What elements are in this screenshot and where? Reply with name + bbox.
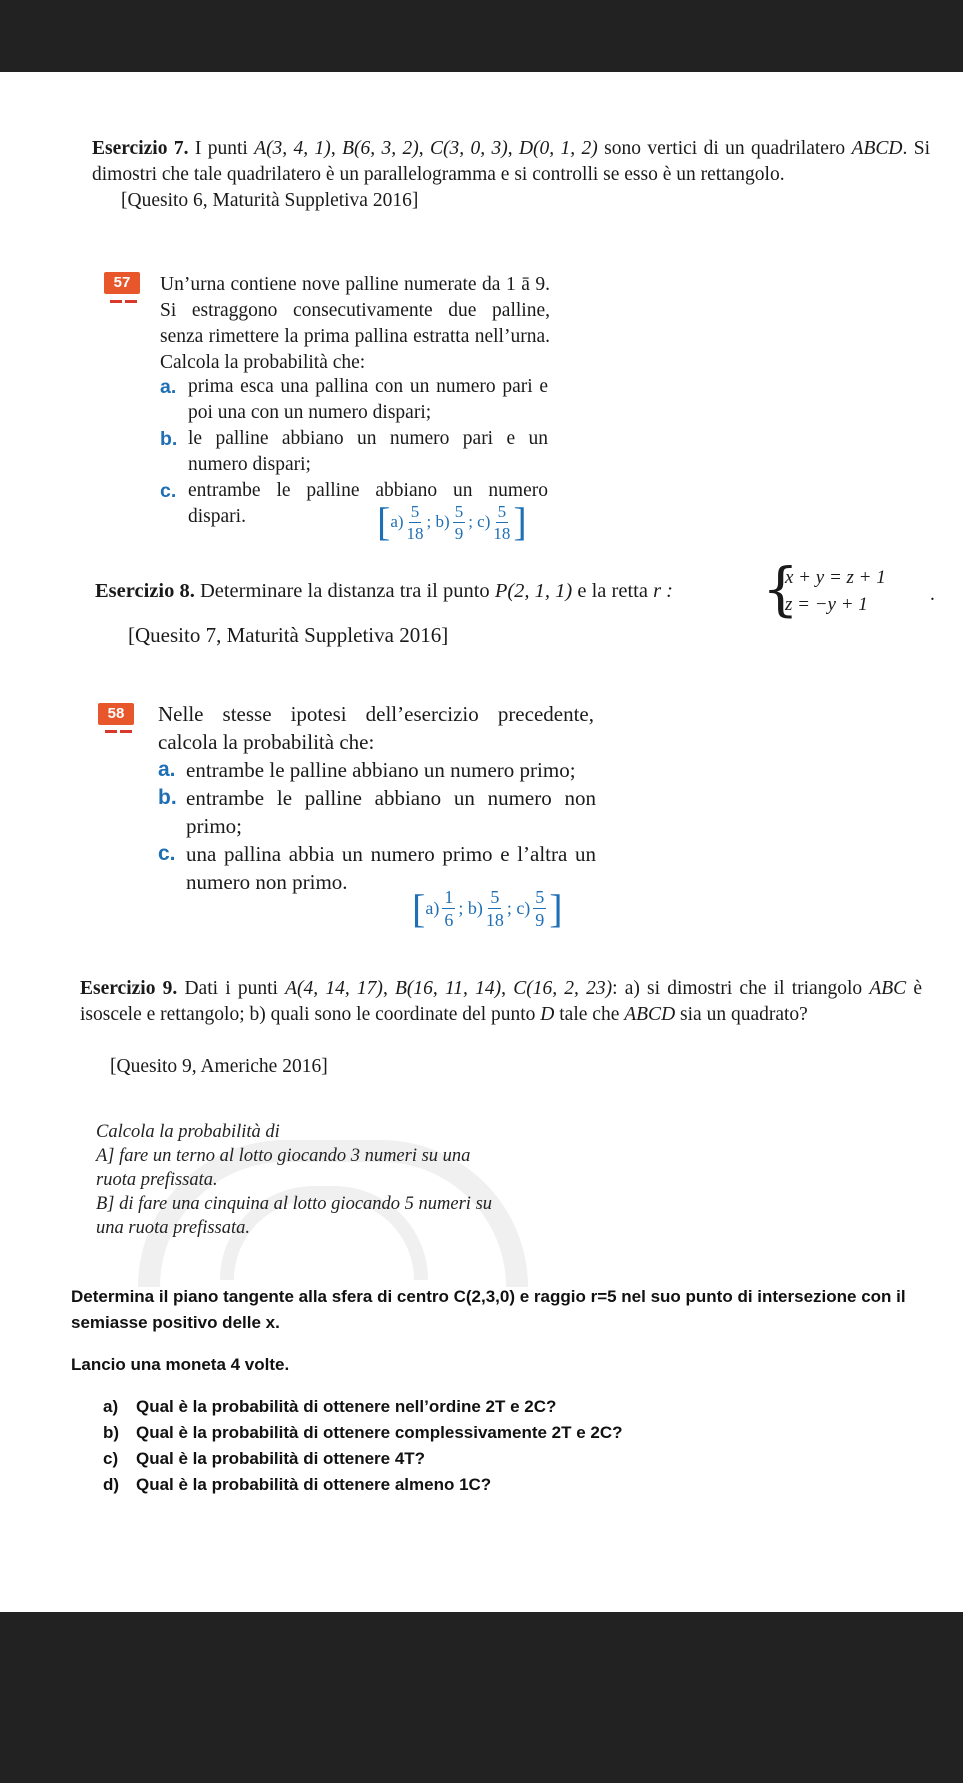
separator: , [418,138,430,159]
exercise-8-text: Determinare la distanza tra il punto [194,580,495,602]
item-letter: b. [158,786,177,809]
fraction [486,888,504,929]
exercise-9-reference: [Quesito 9, Americhe 2016] [110,1056,328,1077]
lotto-problem [96,1120,566,1240]
answer-label: ; b) [426,512,450,531]
square-name: ABCD [624,1004,676,1025]
item-text: entrambe le palline abbiano un numero non primo; [186,786,596,838]
exercise-7-label: Esercizio 7. [92,138,189,159]
exercise-7-text: I punti [188,138,255,159]
quadrilateral-name: ABCD [851,138,903,159]
item-letter: c) [103,1449,119,1468]
problem-57-intro: Un’urna contiene nove palline numerate da 1 ā 9. Si estraggono consecutivamente due palline, senza rimettere la prima pallina estratta nell’urna. Calcola la probabilità che: [160,274,550,373]
point-a: A(4, 14, 17) [285,978,383,999]
item-letter: b. [160,428,178,450]
equation-2: z = −y + 1 [785,594,868,615]
exercise-9-text: tale che [554,1004,625,1025]
item-text: una pallina abbia un numero primo e l’altra un numero non primo. [186,842,596,894]
separator: , [501,978,514,999]
numerator: 5 [454,501,464,521]
difficulty-mark [125,300,137,303]
exercise-7 [92,136,930,188]
problem-58-intro: Nelle stesse ipotesi dell’esercizio precedente, calcola la probabilità che: [158,702,594,754]
difficulty-mark [110,300,122,303]
bottom-dark-bar [0,1612,963,1783]
problem-57-badge: 57 [104,272,140,294]
separator: , [507,138,519,159]
denominator: 9 [454,523,464,543]
item-text: Qual è la probabilità di ottenere complessivamente 2T e 2C? [136,1423,623,1442]
difficulty-mark [105,730,117,733]
problem-58-answer [412,885,563,931]
item-text: le palline abbiano un numero pari e un numero dispari; [188,428,548,475]
lotto-line: B] di fare una cinquina al lotto giocando 5 numeri su [96,1194,493,1214]
numerator: 5 [410,501,420,521]
exercise-7-reference: [Quesito 6, Maturità Suppletiva 2016] [121,190,419,211]
item-letter: d) [103,1475,120,1494]
item-text: prima esca una pallina con un numero pari e poi una con un numero dispari; [188,376,548,423]
item-letter: b) [103,1423,120,1442]
system-brace: { [762,555,799,623]
exercise-9 [80,976,922,1028]
triangle-name: ABC [869,978,907,999]
denominator: 18 [493,523,511,543]
line-r: r : [653,580,673,602]
fraction [533,888,546,929]
exercise-8 [95,578,785,604]
point-c: C(3, 0, 3) [429,138,508,159]
numerator: 5 [535,887,545,907]
lotto-line: A] fare un terno al lotto giocando 3 numeri su una [96,1146,471,1166]
line-system [785,564,886,618]
sphere-problem: Determina il piano tangente alla sfera di centro C(2,3,0) e raggio r=5 nel suo punto di intersezione con il semiasse positivo delle x. [71,1287,906,1332]
fraction [407,503,424,542]
exercise-8-label: Esercizio 8. [95,580,195,602]
item-letter: a) [103,1397,119,1416]
point-a: A(3, 4, 1) [254,138,331,159]
fraction [442,888,455,929]
bracket-open: [ [377,499,391,544]
answer-label: ; c) [506,898,531,918]
point-p: P(2, 1, 1) [494,580,573,602]
exercise-8-period: . [930,584,935,605]
lotto-line: Calcola la probabilità di [96,1122,280,1142]
answer-label: ; b) [458,898,483,918]
bracket-close: ] [513,499,527,544]
coin-item-d [103,1472,491,1498]
point-c: C(16, 2, 23) [513,978,613,999]
exercise-9-label: Esercizio 9. [80,978,178,999]
point-d: D(0, 1, 2) [518,138,598,159]
numerator: 1 [444,887,454,907]
denominator: 18 [406,523,424,543]
coin-item-b [103,1420,623,1446]
equation-1: x + y = z + 1 [785,567,886,588]
exercise-7-text: . Si dimostri che tale quadrilatero è un parallelogramma e si controlli se esso è un rettangolo. [92,138,930,185]
item-letter: a. [160,376,177,398]
exercise-9-text: Dati i punti [177,978,286,999]
coin-item-a [103,1394,556,1420]
answer-label: ; c) [468,512,491,531]
exercise-8-text: e la retta [572,580,654,602]
bracket-open: [ [412,885,426,931]
fraction [493,503,510,542]
bracket-close: ] [549,885,563,931]
separator: , [382,978,396,999]
exercise-8-reference: [Quesito 7, Maturità Suppletiva 2016] [128,623,449,647]
item-text: Qual è la probabilità di ottenere nell’ordine 2T e 2C? [136,1397,557,1416]
item-text: Qual è la probabilità di ottenere 4T? [136,1449,426,1468]
exercise-9-text: è isoscele e rettangolo; b) quali sono le coordinate del punto [80,978,923,1025]
numerator: 5 [490,887,500,907]
item-text: entrambe le palline abbiano un numero dispari. [188,480,548,527]
point-b: B(6, 3, 2) [342,138,419,159]
answer-label: a) [390,512,404,531]
denominator: 18 [485,910,504,930]
problem-57-answer [377,499,527,544]
separator: , [330,138,343,159]
difficulty-mark [120,730,132,733]
problem-58-badge: 58 [98,703,134,725]
item-text: Qual è la probabilità di ottenere almeno 1C? [136,1475,492,1494]
coin-item-c [103,1446,425,1472]
exercise-9-text: sia un quadrato? [675,1004,808,1025]
coin-problem-title: Lancio una moneta 4 volte. [71,1355,290,1374]
lotto-line: ruota prefissata. [96,1170,218,1190]
exercise-7-text: sono vertici di un quadrilatero [597,138,852,159]
exercise-9-text: : a) si dimostri che il triangolo [612,978,870,999]
item-letter: a. [158,758,176,781]
lotto-line: una ruota prefissata. [96,1218,251,1238]
denominator: 6 [444,910,454,930]
point-b: B(16, 11, 14) [395,978,502,999]
numerator: 5 [497,501,507,521]
item-letter: c. [158,842,176,865]
item-text: entrambe le palline abbiano un numero primo; [186,758,576,782]
item-letter: c. [160,480,177,502]
top-dark-bar [0,0,963,72]
denominator: 9 [535,910,545,930]
fraction [453,503,466,542]
point-d: D [540,1004,555,1025]
answer-label: a) [425,898,440,918]
